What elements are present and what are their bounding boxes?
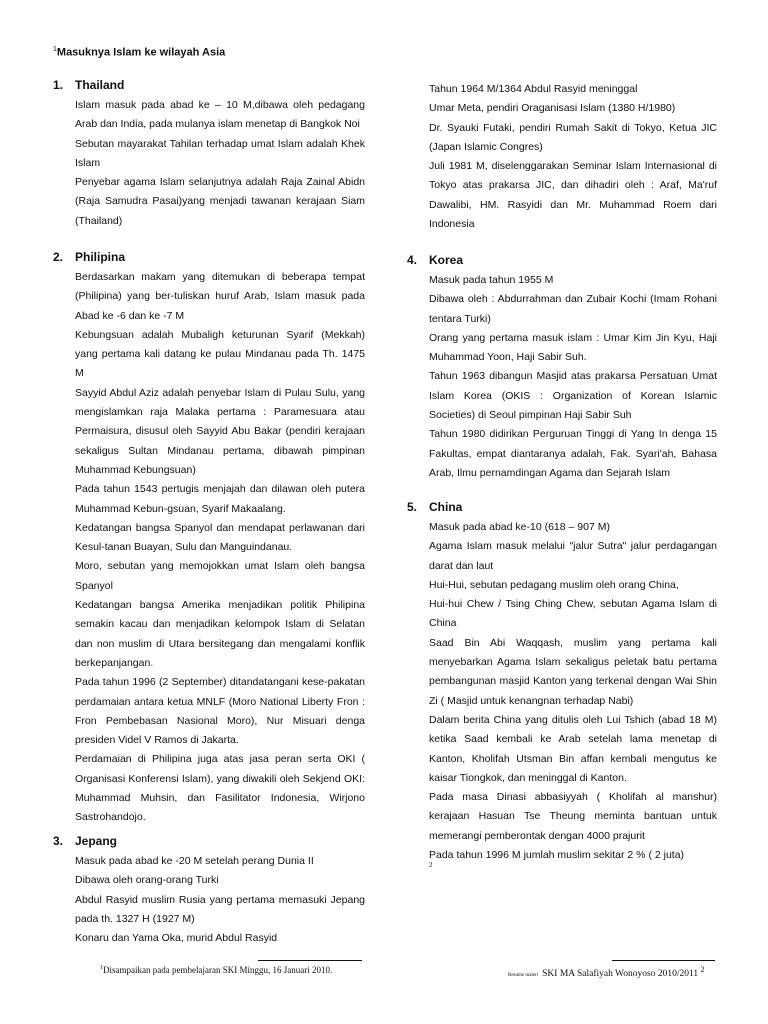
- paragraph: Sebutan mayarakat Tahilan terhadap umat Islam adalah Khek Islam: [75, 137, 365, 169]
- section-jepang: [53, 834, 365, 948]
- section-number: 1.: [53, 78, 64, 92]
- paragraph: Tahun 1964 M/1364 Abdul Rasyid meninggal: [429, 83, 638, 95]
- paragraph: Kedatangan bangsa Amerika menjadikan politik Philipina semakin kacau dan menjadikan kelompok Islam di Selatan dan non muslim di Utara bersitegang dan mengalami konflik berkepanjangan.: [75, 599, 365, 669]
- paragraph: Dibawa oleh : Abdurrahman dan Zubair Kochi (Imam Rohani tentara Turki): [429, 293, 717, 325]
- section-thailand: [53, 78, 365, 231]
- paragraph: Pada masa Dinasi abbasiyyah ( Kholifah al manshur) kerajaan Hasuan Tse Theung meminta bantuan untuk memerangi pemberontak dengan 4000 prajurit: [429, 791, 717, 842]
- section-number: 5.: [407, 500, 418, 514]
- section-heading: [53, 250, 365, 268]
- paragraph: Kebungsuan adalah Mubaligh keturunan Syarif (Mekkah) yang pertama kali datang ke pulau Mindanau pada Th. 1475 M: [75, 328, 365, 380]
- paragraph: Masuk pada abad ke-10 (618 – 907 M): [429, 521, 610, 533]
- paragraph: Pada tahun 1996 (2 September) ditandatangani kese-pakatan perdamaian antara ketua MNLF (Moro National Liberty Fron : Fron Pembebasan Nasional Moro), Nur Misuari denga presiden Videl V Ramos di Jakarta.: [75, 676, 365, 747]
- section-body: [75, 96, 365, 231]
- section-body: [75, 268, 365, 828]
- footnote-ref-1: 1: [53, 46, 57, 53]
- paragraph: Umar Meta, pendiri Oraganisasi Islam (1380 H/1980): [429, 102, 676, 115]
- paragraph: Tahun 1963 dibangun Masjid atas prakarsa Persatuan Umat Islam Korea (OKIS : Organization of Korean Islamic Societies) di Seoul pimpinan Haji Sabir Suh: [429, 370, 717, 422]
- section-philipina: [53, 250, 365, 828]
- section-title: China: [429, 500, 463, 514]
- footnote-ref-2: 2: [429, 861, 433, 869]
- footer-right-small: Resume materi: [508, 973, 539, 979]
- paragraph: Dalam berita China yang ditulis oleh Lui Tshich (abad 18 M) ketika Saad kembali ke Arab setelah lama menetap di Kanton, Kholifah Utsman Bin affan kembali mengutus ke kaisar Tiongkok, dan meninggal di Kanton.: [429, 713, 717, 784]
- paragraph: Pada tahun 1996 M jumlah muslim sekitar 2 % ( 2 juta): [429, 849, 685, 862]
- paragraph: Masuk pada abad ke -20 M setelah perang Dunia II: [75, 855, 314, 867]
- page-title: [53, 46, 225, 59]
- footnote-rule-right: [612, 960, 715, 961]
- paragraph: Tahun 1980 didirikan Perguruan Tinggi di Yang In denga 15 Fakultas, empat diantaranya adalah, Fak. Syari'ah, Bahasa Arab, Ilmu pernamdingan Agama dan Sejarah Islam: [429, 428, 717, 479]
- section-body: [429, 518, 717, 865]
- section-title: Jepang: [75, 834, 118, 848]
- footnote-left-text: Disampaikan pada pembelajaran SKI Minggu, 16 Januari 2010.: [103, 965, 333, 975]
- paragraph: Berdasarkan makam yang ditemukan di beberapa tempat (Philipina) yang ber-tuliskan huruf Arab, Islam masuk pada Abad ke -6 dan ke -7 M: [75, 271, 365, 322]
- paragraph: Masuk pada tahun 1955 M: [429, 274, 554, 286]
- section-heading: [53, 834, 365, 852]
- section-number: 2.: [53, 250, 64, 264]
- paragraph: Perdamaian di Philipina juga atas jasa peran serta OKI ( Organisasi Konferensi Islam), yang diwakili oleh Sekjend OKI: Muhammad Muhsin, dan Fasilitator Indonesia, Wirjono Sastrohandojo.: [75, 753, 365, 824]
- paragraph: Pada tahun 1543 pertugis menjajah dan dilawan oleh putera Muhammad Kebun-gsuan, Syarif Makaalang.: [75, 483, 365, 515]
- section-heading: [407, 253, 717, 271]
- section-heading: [407, 500, 717, 518]
- paragraph: Konaru dan Yama Oka, murid Abdul Rasyid: [75, 932, 278, 945]
- paragraph: Hui-Hui, sebutan pedagang muslim oleh orang China,: [429, 578, 679, 591]
- section-title: Korea: [429, 253, 464, 267]
- section-china: [407, 500, 717, 865]
- paragraph: Juli 1981 M, diselenggarakan Seminar Islam Internasional di Tokyo atas prakarsa JIC, dan dihadiri oleh : Araf, Ma'ruf Dawalibi, HM. Rasyidi dan Mr. Muhammad Roem dari Indonesia: [429, 160, 717, 231]
- section-title: Thailand: [75, 78, 125, 92]
- page-number: 2: [700, 965, 705, 974]
- paragraph: Moro, sebutan yang memojokkan umat Islam oleh bangsa Spanyol: [75, 560, 365, 592]
- paragraph: Orang yang pertama masuk islam : Umar Kim Jin Kyu, Haji Muhammad Yoon, Haji Sabir Suh.: [429, 331, 717, 364]
- paragraph: Abdul Rasyid muslim Rusia yang pertama memasuki Jepang pada th. 1327 H (1927 M): [75, 893, 365, 925]
- section-number: 4.: [407, 253, 418, 267]
- section-korea: [407, 253, 717, 483]
- paragraph: Kedatangan bangsa Spanyol dan mendapat perlawanan dari Kesul-tanan Buayan, Sulu dan Manguindanau.: [75, 521, 365, 554]
- paragraph: Dr. Syauki Futaki, pendiri Rumah Sakit di Tokyo, Ketua JIC (Japan Islamic Congres): [429, 121, 717, 153]
- footnote-rule-left: [258, 960, 362, 961]
- footer-right: [508, 965, 705, 979]
- section-title: Philipina: [75, 250, 126, 264]
- section-heading: [53, 78, 365, 96]
- section-body: [429, 271, 717, 483]
- paragraph: Agama Islam masuk melalui "jalur Sutra" jalur perdagangan darat dan laut: [429, 540, 717, 572]
- jepang-continued: [429, 80, 717, 234]
- paragraph: Saad Bin Abi Waqqash, muslim yang pertama kali menyebarkan Agama Islam sekaligus peletak batu pertama pembangunan masjid Kanton yang terkenal dengan Wai Shin Zi ( Masjid untuk kenangnan terhadap Nabi): [429, 636, 717, 707]
- page-title-text: Masuknya Islam ke wilayah Asia: [56, 46, 226, 59]
- section-body: [75, 852, 365, 948]
- section-number: 3.: [53, 834, 64, 848]
- footer-right-text: SKI MA Salafiyah Wonoyoso 2010/2011: [542, 969, 699, 980]
- paragraph: Sayyid Abdul Aziz adalah penyebar Islam di Pulau Sulu, yang mengislamkan raja Malaka pertama : Paramesuara atau Permaisura, disusul oleh Sayyid Abu Bakar (pendiri kerajaan sekaligus Sultan Mindanau pertama, dibawah pimpinan Muhammad Kebungsuan): [75, 386, 365, 476]
- paragraph: Dibawa oleh orang-orang Turki: [75, 874, 219, 887]
- paragraph: Hui-hui Chew / Tsing Ching Chew, sebutan Agama Islam di China: [429, 598, 717, 630]
- footnote-left: [100, 965, 332, 975]
- footnote-left-number: 1: [100, 965, 103, 971]
- paragraph: Penyebar agama Islam selanjutnya adalah Raja Zainal Abidn (Raja Samudra Pasai)yang menjadi tawanan kerajaan Siam (Thailand): [75, 176, 365, 227]
- paragraph: Islam masuk pada abad ke – 10 M,dibawa oleh pedagang Arab dan India, pada mulanya islam menetap di Bangkok Noi: [75, 99, 365, 131]
